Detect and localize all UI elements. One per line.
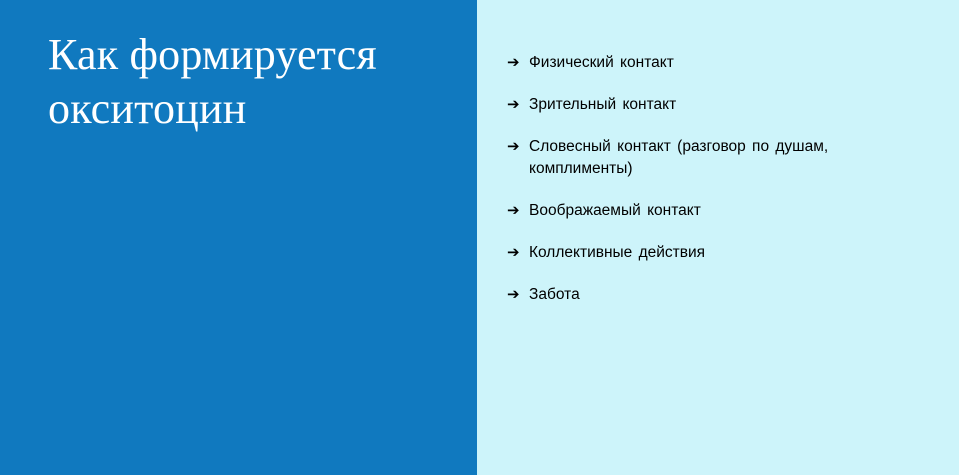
list-item [507, 284, 919, 306]
list-item [507, 200, 919, 222]
list-item-label: Зрительный контакт [529, 96, 677, 113]
list-item [507, 94, 919, 116]
list-item [507, 52, 919, 74]
list-item [507, 136, 919, 180]
arrow-right-icon: ➔ [507, 137, 520, 155]
list-item-label: Забота [529, 286, 580, 303]
arrow-right-icon: ➔ [507, 285, 520, 303]
list-item-label: Коллективные действия [529, 244, 706, 261]
list-item-label: Словесный контакт (разговор по душам, комплименты) [529, 138, 829, 177]
list-item [507, 242, 919, 264]
bullet-list [507, 52, 919, 306]
page-title: Как формируется окситоцин [48, 30, 377, 133]
arrow-right-icon: ➔ [507, 243, 520, 261]
list-item-label: Воображаемый контакт [529, 202, 701, 219]
arrow-right-icon: ➔ [507, 201, 520, 219]
slide-title-panel [0, 0, 477, 475]
arrow-right-icon: ➔ [507, 53, 520, 71]
list-item-label: Физический контакт [529, 54, 674, 71]
slide-content-panel [477, 0, 959, 475]
arrow-right-icon: ➔ [507, 95, 520, 113]
